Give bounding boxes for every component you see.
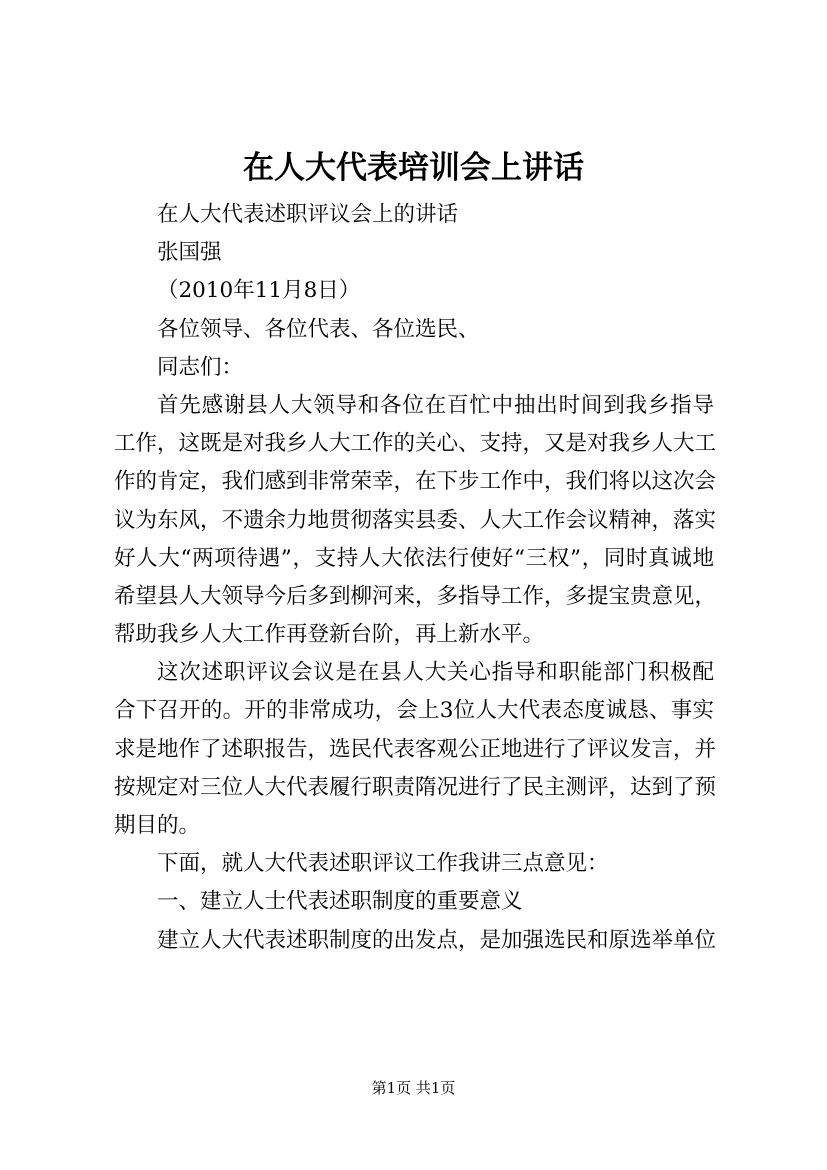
- text-line: 帮助我乡人大工作再登新台阶，再上新水平。: [114, 622, 545, 648]
- text-line: 希望县人大领导今后多到柳河来，多指导工作，多提宝贵意见，: [114, 583, 717, 609]
- text-line: 按规定对三位人大代表履行职责隋况进行了民主测评，达到了预: [114, 774, 717, 800]
- text-line: 作的肯定，我们感到非常荣幸，在下步工作中，我们将以这次会: [114, 469, 717, 495]
- document-title: 在人大代表培训会上讲话: [243, 150, 584, 186]
- text-line: 首先感谢县人大领导和各位在百忙中抽出时间到我乡指导: [157, 392, 714, 418]
- text-line: 这次述职评议会议是在县人大关心指导和职能部门积极配: [157, 660, 714, 686]
- page-footer: 第1页 共1页: [371, 1079, 456, 1097]
- text-line: 议为东风，不遗余力地贯彻落实县委、人大工作会议精神，落实: [114, 507, 717, 533]
- text-line: 在人大代表述职评议会上的讲话: [157, 202, 459, 227]
- text-line: 求是地作了述职报告，选民代表客观公正地进行了评议发言，并: [114, 736, 717, 762]
- text-line: 期目的。: [114, 813, 201, 838]
- text-line: 好人大“两项待遇”，支持人大依法行使好“三权”，同时真诚地: [114, 545, 714, 571]
- text-line: 一、建立人士代表述职制度的重要意义: [157, 889, 523, 915]
- document-body: [114, 196, 717, 960]
- text-line: 合下召开的。开的非常成功，会上3位人大代表态度诚恳、事实: [114, 698, 714, 724]
- text-line: 下面，就人大代表述职评议工作我讲三点意见：: [157, 851, 609, 877]
- text-line: （2010年11月8日）: [157, 278, 361, 304]
- text-line: 工作，这既是对我乡人大工作的关心、支持，又是对我乡人大工: [114, 431, 717, 457]
- text-line: 同志们：: [157, 354, 244, 380]
- text-line: 建立人大代表述职制度的出发点，是加强选民和原选举单位: [157, 927, 717, 953]
- text-line: 各位领导、各位代表、各位选民、: [157, 316, 480, 342]
- text-line: 张国强: [157, 240, 222, 266]
